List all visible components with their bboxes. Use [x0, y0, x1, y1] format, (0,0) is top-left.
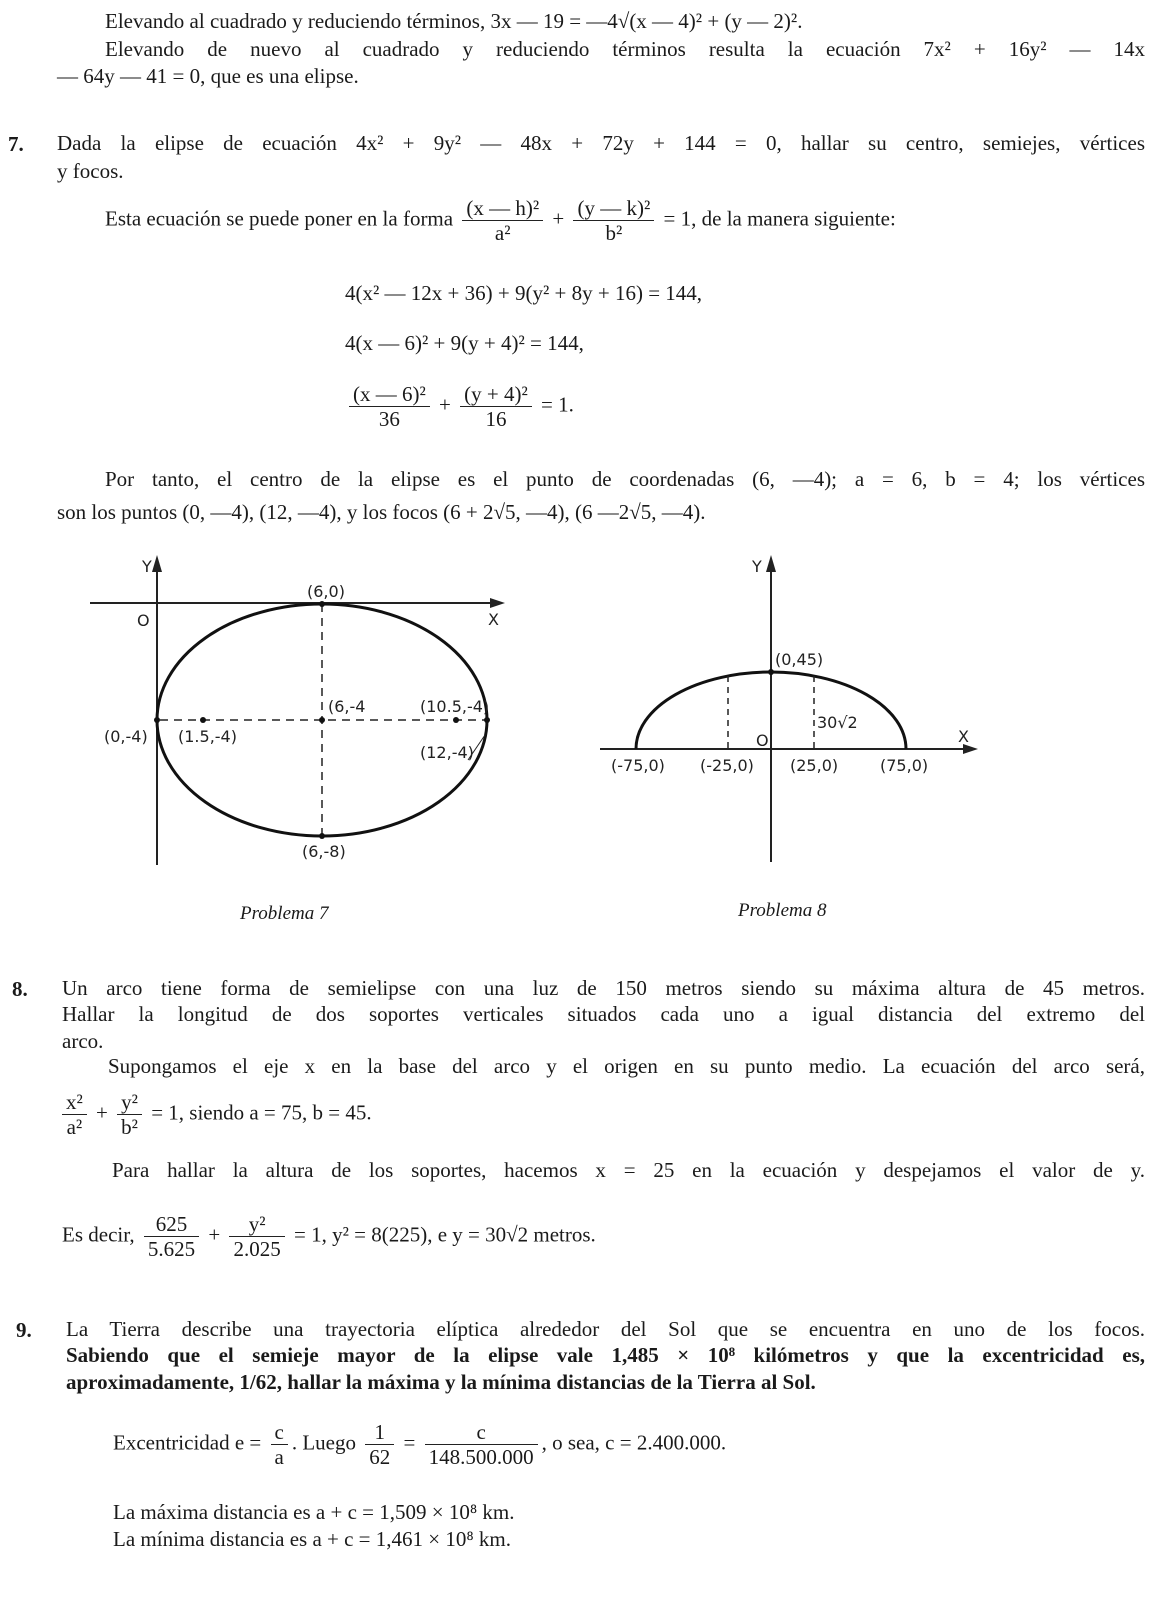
- arch-equation: [58, 1090, 372, 1139]
- fraction: [425, 1420, 538, 1469]
- ecc-mid: . Luego: [291, 1430, 357, 1455]
- result-prefix: Es decir,: [62, 1222, 135, 1247]
- intro-line-1: Elevando al cuadrado y reduciendo términos, 3x — 19 = —4√(x — 4)² + (y — 2)².: [105, 9, 803, 33]
- label-right-vertex: (12,-4): [420, 743, 474, 762]
- numerator: x²: [62, 1090, 87, 1115]
- equation-1: 4(x² — 12x + 36) + 9(y² + 8y + 16) = 144,: [345, 281, 703, 305]
- fraction: [144, 1212, 199, 1261]
- origin-label: O: [756, 731, 769, 750]
- form-prefix: Esta ecuación se puede poner en la forma: [105, 206, 454, 231]
- plus-sign: +: [552, 206, 565, 231]
- y-axis-label: Y: [752, 557, 762, 576]
- point-top: [319, 601, 325, 607]
- fraction: [365, 1420, 394, 1469]
- caption-problem-8: Problema 8: [738, 900, 827, 921]
- denominator: 2.025: [233, 1237, 281, 1261]
- label-right-focus: (10.5,-4): [420, 697, 490, 716]
- equation-2: 4(x — 6)² + 9(y + 4)² = 144,: [345, 331, 584, 355]
- conclusion-line-2: son los puntos (0, —4), (12, —4), y los focos (6 + 2√5, —4), (6 —2√5, —4).: [57, 500, 706, 524]
- denominator: a²: [494, 221, 511, 245]
- denominator: b²: [605, 221, 623, 245]
- fraction: [229, 1212, 284, 1261]
- figure-problem-8: [580, 540, 1000, 880]
- point-left-vertex: [154, 717, 160, 723]
- problem-9-statement-2: Sabiendo que el semieje mayor de la elipse vale 1,485 × 10⁸ kilómetros y que la excentricidad es,: [66, 1343, 1145, 1367]
- problem-7-statement-2: y focos.: [57, 159, 124, 183]
- label-left-focus: (1.5,-4): [178, 727, 237, 746]
- problem-9-number: 9.: [16, 1318, 32, 1342]
- fraction: [271, 1420, 288, 1469]
- fraction: [573, 196, 654, 245]
- y-axis-arrow-icon: [152, 555, 162, 572]
- equation-suffix: = 1, siendo a = 75, b = 45.: [151, 1100, 372, 1125]
- x-axis-label: X: [488, 610, 499, 629]
- numerator: c: [271, 1420, 288, 1445]
- y-axis-label: Y: [142, 557, 152, 576]
- label-height: 30√2: [817, 713, 858, 732]
- plus-sign: +: [96, 1100, 108, 1125]
- problem-9-statement-1: La Tierra describe una trayectoria elíptica alrededor del Sol que se encuentra en uno de los focos.: [66, 1317, 1145, 1341]
- denominator: a: [274, 1445, 284, 1469]
- intro-line-2: Elevando de nuevo al cuadrado y reduciendo términos resulta la ecuación 7x² + 16y² — 14x: [105, 37, 1145, 61]
- numerator: y²: [117, 1090, 142, 1115]
- point-right-vertex: [484, 717, 490, 723]
- figure-problem-7: [0, 540, 560, 890]
- fraction: [462, 196, 543, 245]
- fraction: [117, 1090, 142, 1139]
- denominator: 62: [369, 1445, 391, 1469]
- equals-sign: =: [403, 1430, 416, 1455]
- point-right-focus: [453, 717, 459, 723]
- numerator: (y — k)²: [573, 196, 654, 221]
- origin-label: O: [137, 611, 150, 630]
- caption-problem-7: Problema 7: [240, 903, 329, 924]
- problem-8-statement-3: arco.: [62, 1029, 104, 1053]
- label-bottom: (6,-8): [302, 842, 346, 861]
- denominator: b²: [121, 1115, 138, 1139]
- label-top: (0,45): [775, 650, 824, 669]
- plus-sign: +: [208, 1222, 221, 1247]
- intro-line-3: — 64y — 41 = 0, que es una elipse.: [57, 64, 359, 88]
- point-left-focus: [200, 717, 206, 723]
- plus-sign: +: [439, 392, 451, 417]
- numerator: (y + 4)²: [460, 382, 532, 407]
- fraction: [460, 382, 532, 431]
- point-bottom: [319, 833, 325, 839]
- max-distance: La máxima distancia es a + c = 1,509 × 10⁸ km.: [113, 1500, 515, 1524]
- x-axis-arrow-icon: [490, 598, 505, 608]
- result-suffix: = 1, y² = 8(225), e y = 30√2 metros.: [293, 1222, 596, 1247]
- label-x-minus-75: (-75,0): [611, 756, 665, 775]
- numerator: (x — 6)²: [349, 382, 430, 407]
- ecc-prefix: Excentricidad e =: [113, 1430, 262, 1455]
- eccentricity-line: [113, 1420, 726, 1469]
- problem-8-statement-1: Un arco tiene forma de semielipse con una luz de 150 metros siendo su máxima altura de 45 metros.: [62, 976, 1145, 1000]
- fraction: [349, 382, 430, 431]
- point-center: [319, 717, 325, 723]
- x-axis-label: X: [958, 727, 969, 746]
- equation-suffix: = 1.: [541, 392, 574, 417]
- standard-form-line: [105, 196, 896, 245]
- problem-8-suppose: Supongamos el eje x en la base del arco y el origen en su punto medio. La ecuación del arco será,: [108, 1054, 1145, 1078]
- denominator: a²: [66, 1115, 83, 1139]
- problem-8-method: Para hallar la altura de los soportes, hacemos x = 25 en la ecuación y despejamos el valor de y.: [112, 1158, 1145, 1182]
- numerator: (x — h)²: [462, 196, 543, 221]
- problem-7-statement-1: Dada la elipse de ecuación 4x² + 9y² — 48x + 72y + 144 = 0, hallar su centro, semiejes, vértices: [57, 131, 1145, 155]
- fraction: [62, 1090, 87, 1139]
- label-x-25: (25,0): [790, 756, 839, 775]
- min-distance: La mínima distancia es a + c = 1,461 × 10⁸ km.: [113, 1527, 512, 1551]
- form-suffix: = 1, de la manera siguiente:: [663, 206, 896, 231]
- label-x-75: (75,0): [880, 756, 929, 775]
- label-x-minus-25: (-25,0): [700, 756, 754, 775]
- label-center: (6,-4: [328, 697, 366, 716]
- denominator: 5.625: [147, 1237, 196, 1261]
- numerator: y²: [229, 1212, 284, 1237]
- denominator: 16: [485, 407, 507, 431]
- numerator: c: [425, 1420, 538, 1445]
- denominator: 148.500.000: [428, 1445, 534, 1469]
- denominator: 36: [378, 407, 400, 431]
- problem-9-statement-3: aproximadamente, 1/62, hallar la máxima y la mínima distancias de la Tierra al Sol.: [66, 1370, 816, 1394]
- problem-8-number: 8.: [12, 977, 28, 1001]
- point-top: [768, 669, 774, 675]
- ecc-suffix: , o sea, c = 2.400.000.: [541, 1430, 727, 1455]
- problem-7-number: 7.: [8, 132, 24, 156]
- conclusion-line-1: Por tanto, el centro de la elipse es el punto de coordenadas (6, —4); a = 6, b = 4; los vértices: [105, 467, 1145, 491]
- problem-8-result: [62, 1212, 596, 1261]
- y-axis-arrow-icon: [766, 555, 776, 572]
- label-left-vertex: (0,-4): [104, 727, 148, 746]
- label-top: (6,0): [307, 582, 345, 601]
- numerator: 1: [365, 1420, 394, 1445]
- numerator: 625: [144, 1212, 199, 1237]
- equation-3: [345, 382, 574, 431]
- problem-8-statement-2: Hallar la longitud de dos soportes verticales situados cada uno a igual distancia del extremo del: [62, 1002, 1145, 1026]
